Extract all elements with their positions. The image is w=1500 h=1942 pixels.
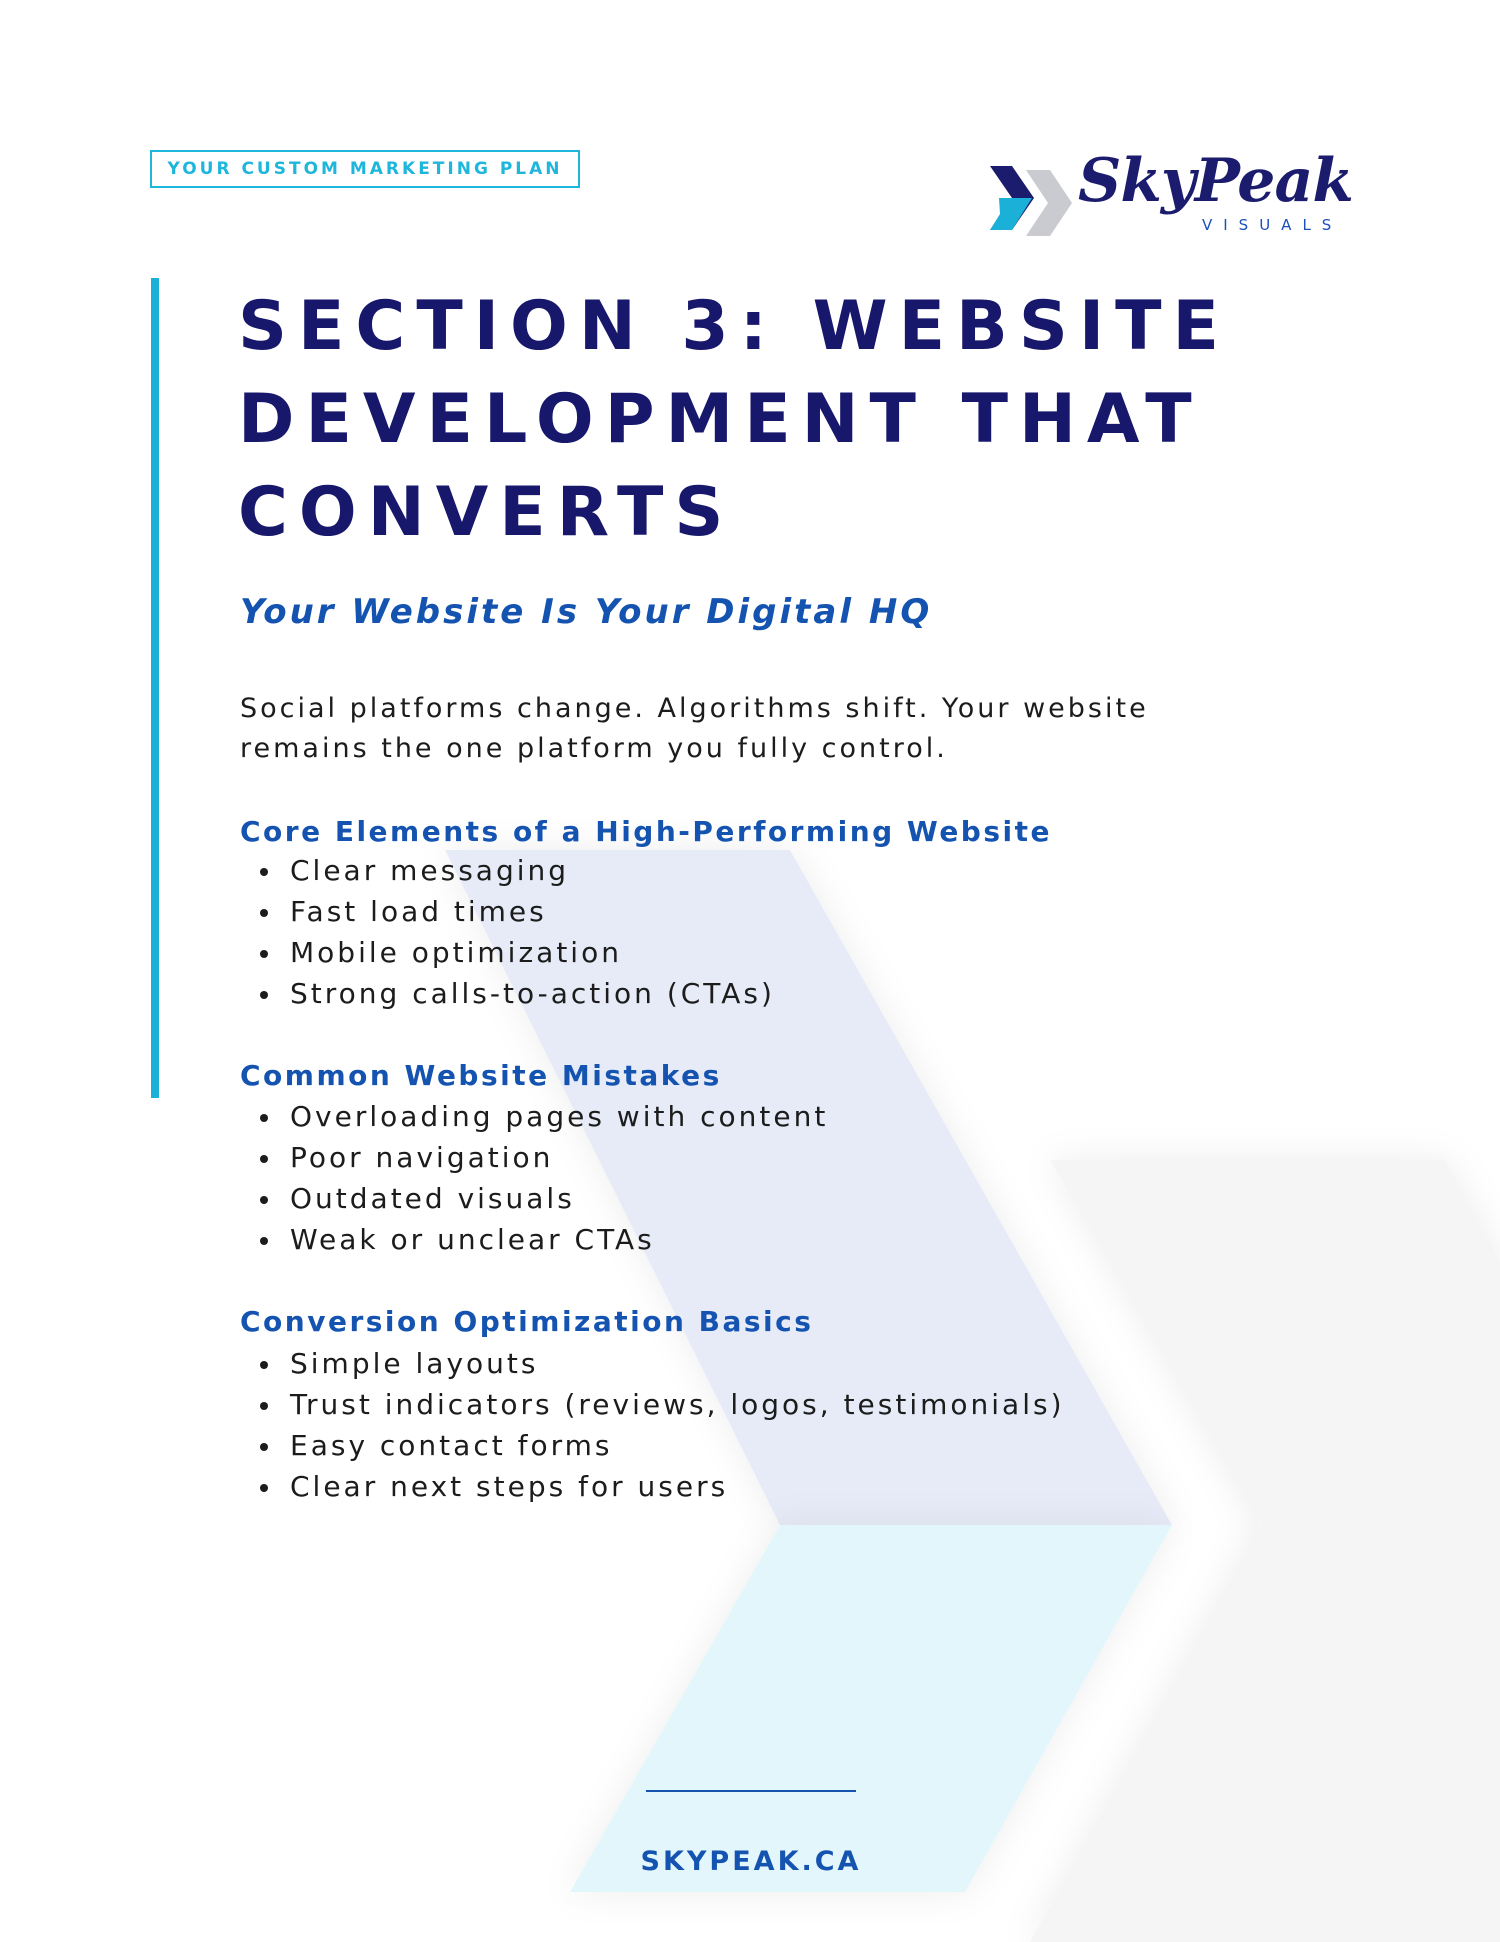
footer-divider (646, 1790, 856, 1792)
section-accent-bar (151, 278, 159, 1098)
list-item: Easy contact forms (256, 1425, 1065, 1466)
list-item: Clear next steps for users (256, 1466, 1065, 1507)
common-mistakes-list (256, 1096, 828, 1260)
section-title-line: SECTION 3: WEBSITE (238, 287, 1230, 366)
list-item: Weak or unclear CTAs (256, 1219, 828, 1260)
intro-line: remains the one platform you fully control. (240, 733, 948, 764)
list-item: Trust indicators (reviews, logos, testimonials) (256, 1384, 1065, 1425)
intro-paragraph (240, 689, 1220, 769)
section-subtitle: Your Website Is Your Digital HQ (240, 592, 933, 632)
cyan-chevron-lower (570, 1525, 1172, 1892)
group-heading-common-mistakes: Common Website Mistakes (240, 1059, 722, 1092)
skypeak-logo (990, 146, 1370, 240)
core-elements-list (256, 850, 775, 1014)
conversion-basics-list (256, 1343, 1065, 1507)
list-item: Simple layouts (256, 1343, 1065, 1384)
list-item: Clear messaging (256, 850, 775, 891)
section-title-line: CONVERTS (238, 473, 735, 552)
logo-subtext: VISUALS (1202, 216, 1343, 234)
group-heading-conversion-basics: Conversion Optimization Basics (240, 1305, 814, 1338)
logo-wordmark: SkyPeak (1078, 146, 1353, 216)
section-title (238, 280, 1230, 559)
section-title-line: DEVELOPMENT THAT (238, 380, 1203, 459)
list-item: Strong calls-to-action (CTAs) (256, 973, 775, 1014)
chevron-arrows-icon (990, 158, 1080, 238)
marketing-plan-badge: YOUR CUSTOM MARKETING PLAN (150, 150, 580, 188)
list-item: Outdated visuals (256, 1178, 828, 1219)
intro-line: Social platforms change. Algorithms shift. Your website (240, 693, 1149, 724)
group-heading-core-elements: Core Elements of a High-Performing Website (240, 815, 1052, 848)
footer-website-link[interactable]: SKYPEAK.CA (640, 1846, 862, 1877)
list-item: Mobile optimization (256, 932, 775, 973)
list-item: Fast load times (256, 891, 775, 932)
list-item: Poor navigation (256, 1137, 828, 1178)
list-item: Overloading pages with content (256, 1096, 828, 1137)
